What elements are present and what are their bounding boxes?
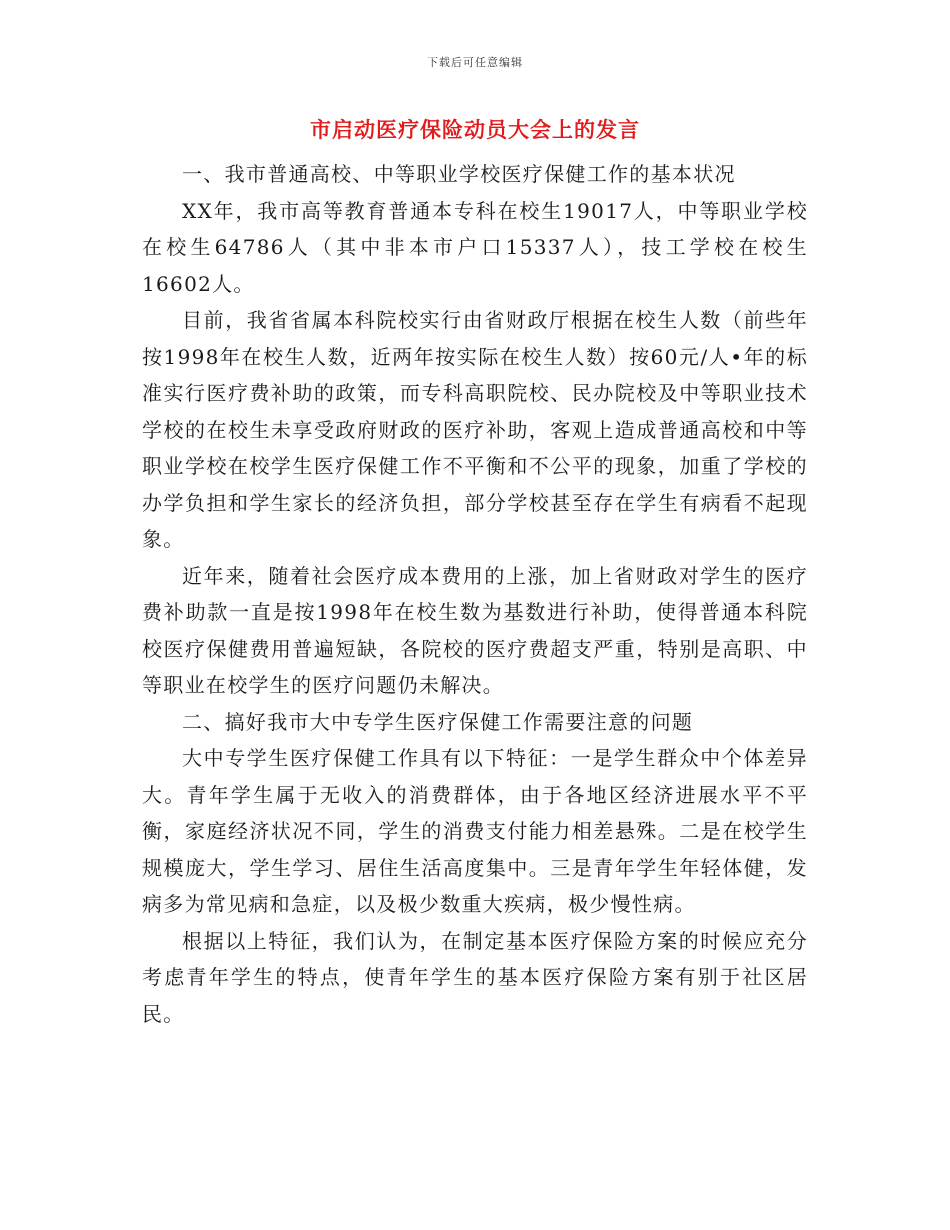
header-note: 下载后可任意编辑 [427,56,523,69]
section-heading-1: 一、我市普通高校、中等职业学校医疗保健工作的基本状况 [182,162,736,186]
paragraph-characteristics: 大中专学生医疗保健工作具有以下特征：一是学生群众中个体差异大。青年学生属于无收入的消费群体，由于各地区经济进展水平不平衡，家庭经济状况不同，学生的消费支付能力相差悬殊。二是在校学生规模庞大，学生学习、居住生活高度集中。三是青年学生年轻体健，发病多为常见病和急症，以及极少数重大疾病，极少慢性病。 [142,746,808,916]
paragraph-current-policy: 目前，我省省属本科院校实行由省财政厅根据在校生人数（前些年按1998年在校生人数，近两年按实际在校生人数）按60元/人•年的标准实行医疗费补助的政策，而专科高职院校、民办院校及中等职业技术学校的在校生未享受政府财政的医疗补助，客观上造成普通高校和中等职业学校在校学生医疗保健工作不平衡和不公平的现象，加重了学校的办学负担和学生家长的经济负担，部分学校甚至存在学生有病看不起现象。 [142,308,808,551]
document-body [142,156,808,1032]
paragraph-conclusion: 根据以上特征，我们认为，在制定基本医疗保险方案的时候应充分考虑青年学生的特点，使青年学生的基本医疗保险方案有别于社区居民。 [142,928,808,1026]
document-title: 市启动医疗保险动员大会上的发言 [310,117,640,142]
paragraph-enrollment: XX年，我市高等教育普通本专科在校生19017人，中等职业学校在校生64786人（其中非本市户口15337人），技工学校在校生16602人。 [142,198,808,296]
section-heading-2: 二、搞好我市大中专学生医疗保健工作需要注意的问题 [182,709,694,734]
paragraph-recent-years: 近年来，随着社会医疗成本费用的上涨，加上省财政对学生的医疗费补助款一直是按1998年在校生数为基数进行补助，使得普通本科院校医疗保健费用普遍短缺，各院校的医疗费超支严重，特别是高职、中等职业在校学生的医疗问题仍未解决。 [142,563,808,697]
